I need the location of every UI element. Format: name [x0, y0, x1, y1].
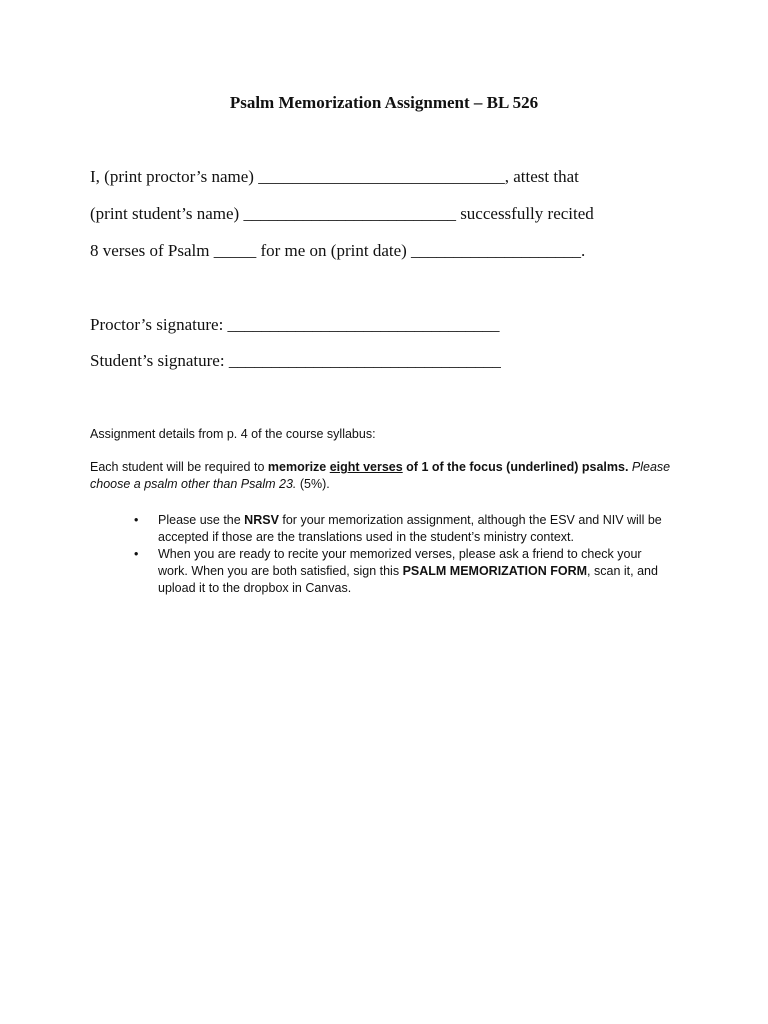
bullet-bold-text: NRSV	[244, 513, 279, 527]
requirement-bold-psalms: of 1 of the focus (underlined) psalms.	[402, 460, 629, 474]
requirement-eight-verses: eight verses	[329, 460, 403, 474]
requirement-bold-memorize: memorize	[267, 460, 330, 474]
requirement-italic-note: Please choose a psalm other than Psalm 23.	[90, 460, 671, 491]
proctor-name-line: I, (print proctor’s name) _____________________________, attest that	[90, 167, 579, 186]
assignment-details-intro: Assignment details from p. 4 of the course syllabus:	[90, 427, 376, 441]
bullet-text: Please use the	[158, 513, 245, 527]
psalm-date-line: 8 verses of Psalm _____ for me on (print date) ____________________.	[90, 241, 586, 260]
requirement-text: Each student will be required to	[90, 460, 268, 474]
list-item	[90, 512, 668, 546]
page-title: Psalm Memorization Assignment – BL 526	[229, 93, 539, 112]
proctor-signature-line: Proctor’s signature: ________________________________	[90, 315, 500, 334]
list-item	[90, 546, 668, 597]
instructions-list	[90, 512, 690, 597]
student-name-line: (print student’s name) _________________________ successfully recited	[90, 204, 594, 223]
bullet-text: for your memorization assignment, although the ESV and NIV will be accepted if those are the translations used in the student’s ministry context.	[158, 513, 662, 544]
bullet-text: When you are ready to recite your memorized verses, please ask a friend to check your work. When you are both satisfied, sign this	[158, 547, 642, 578]
bullet-text: , scan it, and upload it to the dropbox in Canvas.	[158, 564, 658, 595]
student-signature-line: Student’s signature: ________________________________	[90, 351, 501, 370]
requirement-paragraph	[90, 459, 680, 493]
bullet-icon: •	[134, 547, 139, 561]
requirement-percentage: (5%).	[296, 477, 330, 491]
bullet-icon: •	[134, 513, 139, 527]
bullet-bold-text: PSALM MEMORIZATION FORM	[402, 564, 588, 578]
